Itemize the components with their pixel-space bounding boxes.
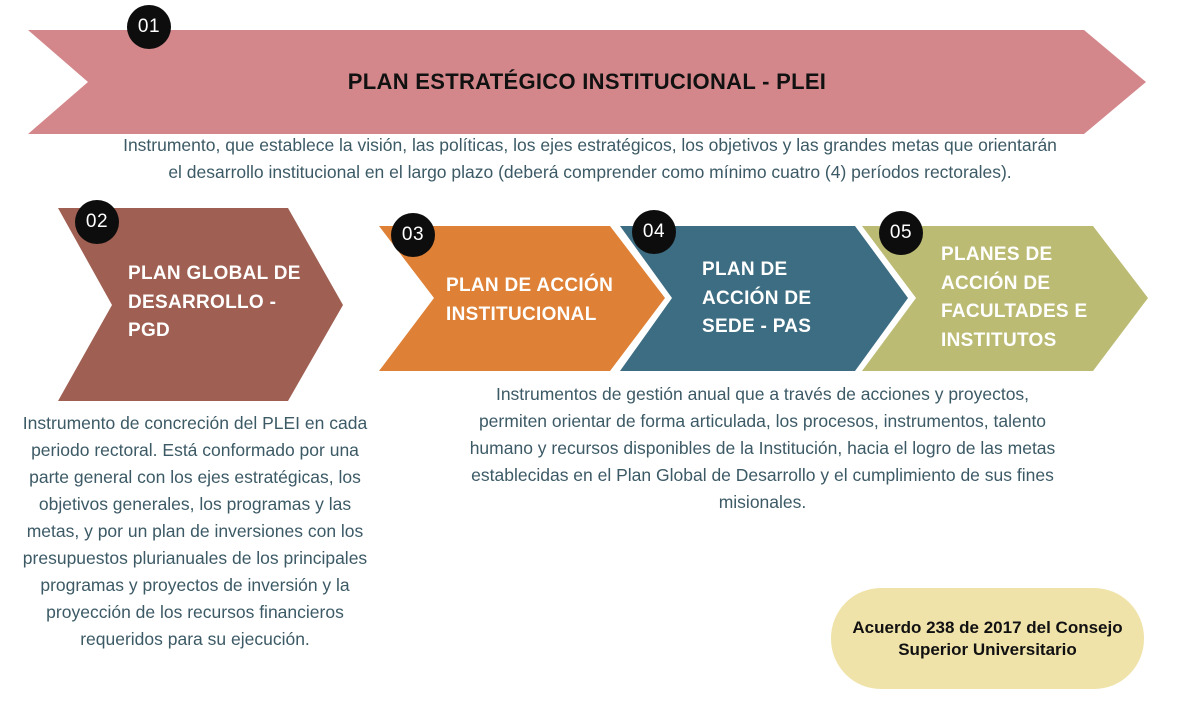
step-03-number: 03 (401, 224, 425, 245)
step-04-number: 04 (642, 221, 666, 242)
plei-description-line: Instrumento, que establece la visión, las políticas, los ejes estratégicos, los objetivos y las grandes metas que orientarán (123, 135, 1057, 155)
plei-description (20, 132, 1160, 186)
step-02-title-line: PGD (128, 320, 171, 341)
agreement-badge-line: Superior Universitario (898, 639, 1077, 659)
step-01-number-badge (127, 5, 171, 49)
step-01-number: 01 (137, 16, 161, 37)
step-04-title-line: ACCIÓN DE (702, 287, 812, 309)
step-02-title-line: PLAN GLOBAL DE (128, 263, 301, 284)
pgd-description-line: requeridos para su ejecución. (80, 629, 310, 649)
step-05-title-line: PLANES DE (941, 244, 1053, 265)
pgd-description-line: Instrumento de concreción del PLEI en cada (22, 413, 368, 433)
step-05-title-line: INSTITUTOS (941, 329, 1057, 351)
step-05-title-line: FACULTADES E (941, 301, 1088, 322)
step-01-title: PLAN ESTRATÉGICO INSTITUCIONAL - PLEI (347, 69, 827, 94)
step-02-title (128, 260, 301, 346)
step-02-title-line: DESARROLLO - (128, 291, 277, 313)
annual-plans-description-line: permiten orientar de forma articulada, los procesos, instrumentos, talento (478, 411, 1047, 431)
step-04-title-line: SEDE - PAS (702, 316, 812, 337)
plei-description-line: el desarrollo institucional en el largo plazo (deberá comprender como mínimo cuatro (4) períodos rectorales). (168, 162, 1012, 182)
step-04-number-badge (632, 210, 676, 254)
pgd-description (0, 410, 390, 653)
pgd-description-line: programas y proyectos de inversión y la (40, 575, 350, 595)
annual-plans-description-line: establecidas en el Plan Global de Desarrollo y el cumplimiento de sus fines (471, 465, 1054, 485)
pgd-description-line: metas, y por un plan de inversiones con los (26, 521, 364, 541)
annual-plans-description (430, 381, 1095, 516)
step-05-title (941, 241, 1087, 355)
annual-plans-description-line: misionales. (718, 492, 807, 512)
pgd-description-line: periodo rectoral. Está conformado por una (31, 440, 359, 460)
annual-plans-description-line: humano y recursos disponibles de la Institución, hacia el logro de las metas (469, 438, 1056, 458)
step-05-number-badge (879, 211, 923, 255)
pgd-description-line: presupuestos plurianuales de los principales (22, 548, 368, 568)
pgd-description-line: proyección de los recursos financieros (46, 602, 344, 622)
agreement-badge-line: Acuerdo 238 de 2017 del Consejo (852, 617, 1123, 637)
step-03-title (446, 272, 613, 329)
pgd-description-line: objetivos generales, los programas y las (38, 494, 352, 514)
annual-plans-description-line: Instrumentos de gestión anual que a través de acciones y proyectos, (495, 384, 1030, 404)
step-03-title-line: INSTITUCIONAL (446, 303, 597, 325)
step-05-title-line: ACCIÓN DE (941, 272, 1051, 294)
step-02-number: 02 (85, 211, 109, 232)
step-03-number-badge (391, 213, 435, 257)
step-04-title (702, 256, 811, 342)
step-03-title-line: PLAN DE ACCIÓN (446, 275, 614, 296)
step-05-number: 05 (889, 222, 913, 243)
step-04-title-line: PLAN DE (702, 259, 788, 280)
agreement-badge (831, 588, 1144, 689)
step-02-number-badge (75, 200, 119, 244)
pgd-description-line: parte general con los ejes estratégicas, los (29, 467, 361, 487)
